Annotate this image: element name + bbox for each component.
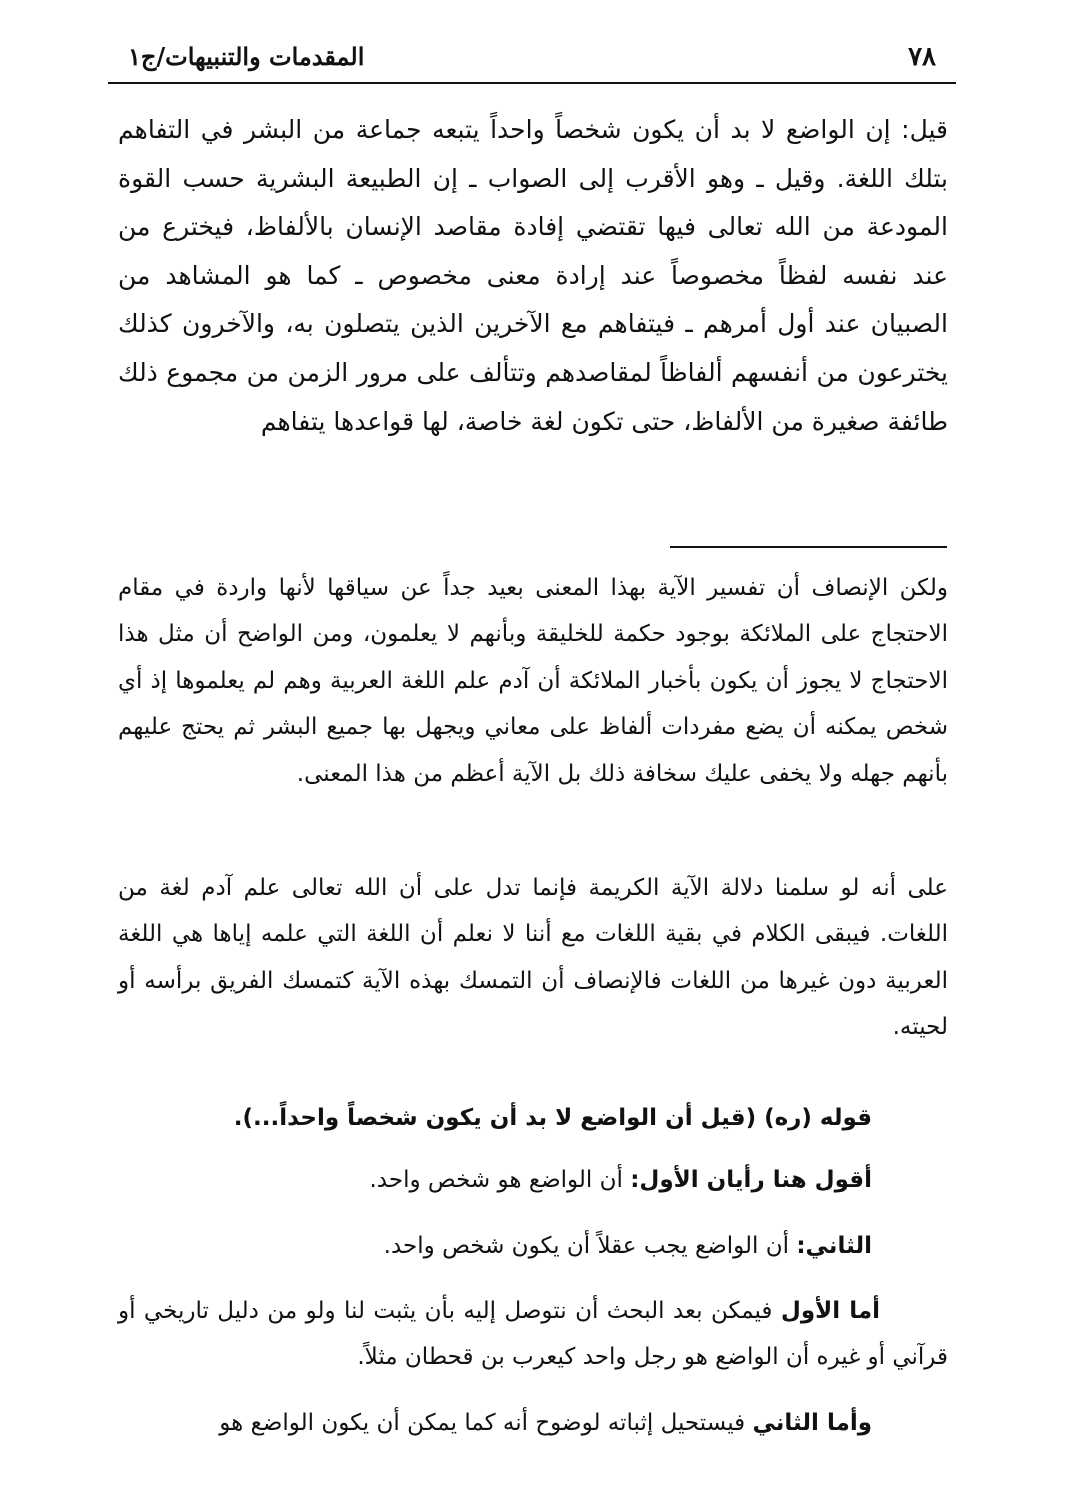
views-label: أقول هنا رأيان الأول: [630, 1167, 872, 1193]
main-text-paragraph: قيل: إن الواضع لا بد أن يكون شخصاً واحداً يتبعه جماعة من البشر في التفاهم بتلك اللغة. وقيل ـ وهو الأقرب إلى الصواب ـ إن الطبيعة البشرية حسب القوة المودعة من الله تعالى فيها تقتضي إفادة مقاصد الإنسان بالألفاظ، فيخترع من عند نفسه لفظاً مخصوصاً عند إرادة معنى مخصوص ـ كما هو المشاهد من الصبيان عند أول أمرهم ـ فيتفاهم مع الآخرين الذين يتصلون به، والآخرون كذلك يخترعون من أنفسهم ألفاظاً لمقاصدهم وتتألف على مرور الزمن من مجموع ذلك طائفة صغيرة من الألفاظ، حتى تكون لغة خاصة، لها قواعدها يتفاهم [118, 115, 948, 436]
footnote-paragraph-1: ولكن الإنصاف أن تفسير الآية بهذا المعنى بعيد جداً عن سياقها لأنها واردة في مقام الاحتجاج على الملائكة بوجود حكمة للخليقة وبأنهم لا يعلمون، ومن الواضح أن مثل هذا الاحتجاج لا يجوز أن يكون بأخبار الملائكة أن آدم علم اللغة العربية وهم لم يعلموها إذ أي شخص يمكنه أن يضع مفردات ألفاظ على معاني ويجهل بها جميع البشر ثم يحتج عليهم بأنهم جهله ولا يخفى عليك سخافة ذلك بل الآية أعظم من هذا المعنى. [118, 575, 948, 787]
first-discussion-text: فيمكن بعد البحث أن نتوصل إليه بأن يثبت لنا ولو من دليل تاريخي أو قرآني أو غيره أن الواضع هو رجل واحد كيعرب بن قحطان مثلاً. [118, 1298, 948, 1370]
header-rule [108, 82, 956, 84]
page-number: ٧٨ [908, 42, 936, 72]
views-text: أن الواضع هو شخص واحد. [369, 1167, 631, 1193]
second-view-text: أن الواضع يجب عقلاً أن يكون شخص واحد. [383, 1233, 797, 1259]
commentary-second-discussion [219, 1403, 872, 1443]
second-discussion-text: فيستحيل إثباته لوضوح أنه كما يمكن أن يكون الواضع هو [219, 1410, 753, 1436]
commentary-views-line [370, 1160, 873, 1200]
page-header [108, 38, 956, 82]
second-view-label: الثاني: [796, 1233, 872, 1259]
commentary-quote-line [234, 1098, 872, 1138]
running-title: المقدمات والتنبيهات/ج١ [128, 42, 365, 71]
commentary-first-discussion [118, 1288, 948, 1380]
quote-text: قوله (ره) (قيل أن الواضع لا بد أن يكون شخصاً واحداً...). [233, 1105, 872, 1131]
commentary-second-view-line [384, 1226, 872, 1266]
second-discussion-label: وأما الثاني [752, 1410, 872, 1436]
footnote-separator [670, 546, 947, 548]
first-discussion-label: أما الأول [780, 1298, 881, 1324]
footnote-paragraph-2: على أنه لو سلمنا دلالة الآية الكريمة فإنما تدل على أن الله تعالى علم آدم لغة من اللغات. فيبقى الكلام في بقية اللغات مع أننا لا نعلم أن اللغة التي علمه إياها هي اللغة العربية دون غيرها من اللغات فالإنصاف أن التمسك بهذه الآية كتمسك الفريق برأسه أو لحيته. [118, 875, 948, 1041]
